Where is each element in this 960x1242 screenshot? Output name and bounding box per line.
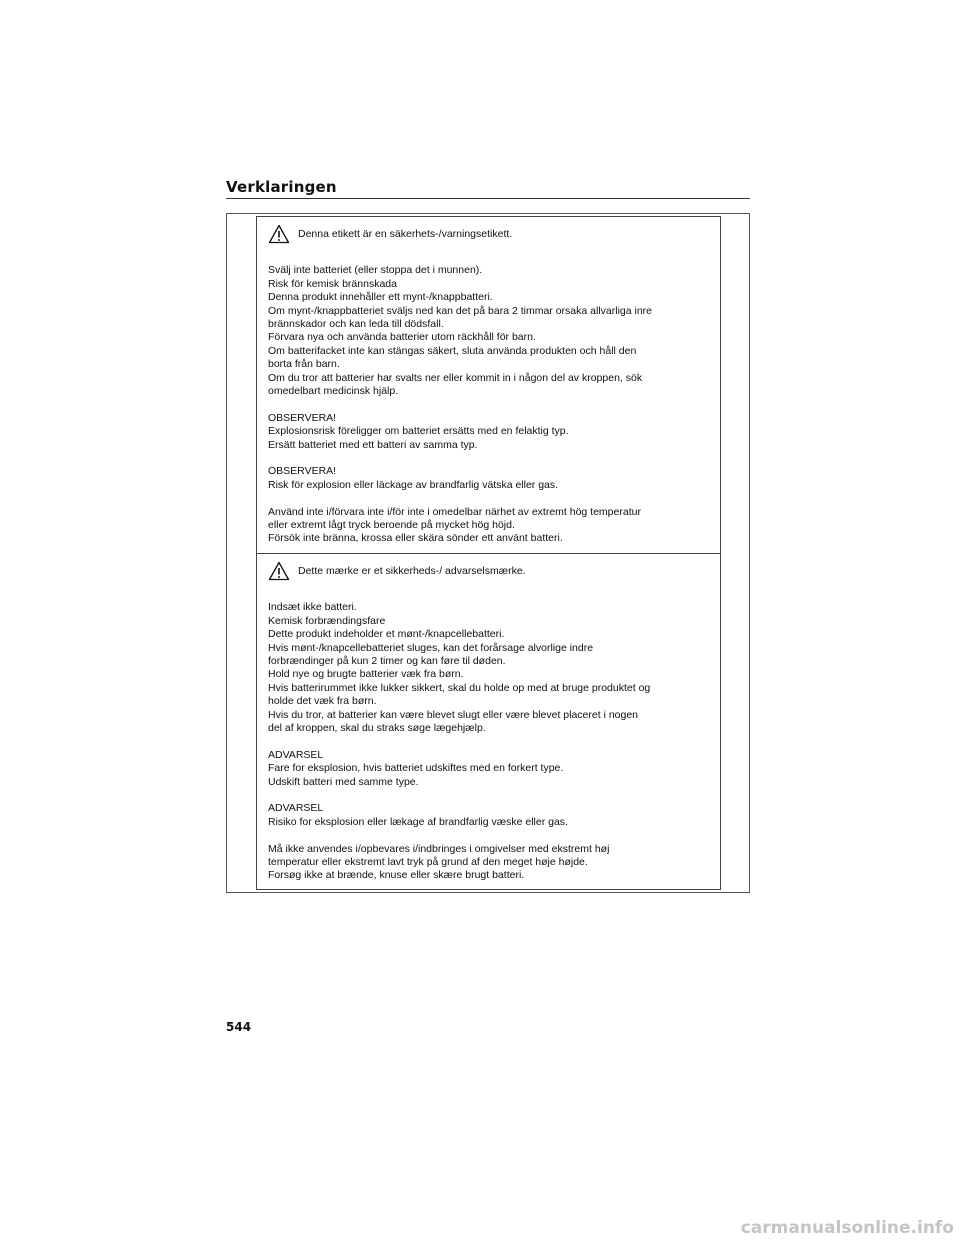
warning-header-row bbox=[268, 554, 712, 588]
label-line: Ersätt batteriet med ett batteri av samma typ. bbox=[268, 438, 478, 451]
label-line: Försök inte bränna, krossa eller skära sönder ett använt batteri. bbox=[268, 532, 563, 545]
label-line: Dette produkt indeholder et mønt-/knapcellebatteri. bbox=[268, 628, 505, 641]
watermark-text: carmanualsonline.info bbox=[740, 1218, 954, 1238]
label-line: Forsøg ikke at brænde, knuse eller skære brugt batteri. bbox=[268, 869, 525, 882]
label-panel-danish bbox=[257, 554, 720, 889]
warning-triangle-icon bbox=[268, 561, 290, 581]
label-line: Hvis mønt-/knapcellebatteriet sluges, kan det forårsage alvorlige indre bbox=[268, 641, 594, 654]
label-line: Risk för kemisk brännskada bbox=[268, 277, 397, 290]
label-line: holde det væk fra børn. bbox=[268, 695, 377, 708]
label-panel-swedish bbox=[257, 217, 720, 554]
label-line: omedelbart medicinsk hjälp. bbox=[268, 385, 399, 398]
label-line: forbrændinger på kun 2 timer og kan føre til døden. bbox=[268, 655, 506, 668]
warning-body-danish bbox=[268, 601, 712, 882]
label-line: Risk för explosion eller läckage av brandfarlig vätska eller gas. bbox=[268, 478, 559, 491]
label-line: Om du tror att batterier har svalts ner eller kommit in i någon del av kroppen, sök bbox=[268, 371, 643, 384]
label-line: Fare for eksplosion, hvis batteriet udskiftes med en forkert type. bbox=[268, 762, 564, 775]
label-line: Svälj inte batteriet (eller stoppa det i munnen). bbox=[268, 264, 483, 277]
title-divider bbox=[226, 198, 750, 199]
label-line: eller extremt lågt tryck beroende på mycket hög höjd. bbox=[268, 519, 515, 532]
label-line: Hold nye og brugte batterier væk fra børn. bbox=[268, 668, 464, 681]
warning-header-row bbox=[268, 217, 712, 251]
label-line: Om mynt-/knappbatteriet sväljs ned kan det på bara 2 timmar orsaka allvarliga inre bbox=[268, 304, 653, 317]
caution-heading: ADVARSEL bbox=[268, 748, 324, 761]
label-line: temperatur eller ekstremt lavt tryk på grund af den meget høje højde. bbox=[268, 856, 588, 869]
label-line: Denna produkt innehåller ett mynt-/knappbatteri. bbox=[268, 291, 493, 304]
label-line: Explosionsrisk föreligger om batteriet ersätts med en felaktig typ. bbox=[268, 425, 569, 438]
label-line: Må ikke anvendes i/opbevares i/indbringes i omgivelser med ekstremt høj bbox=[268, 842, 610, 855]
label-line: Om batterifacket inte kan stängas säkert, sluta använda produkten och håll den bbox=[268, 344, 637, 357]
label-line: Kemisk forbrændingsfare bbox=[268, 614, 386, 627]
warning-header-text: Denna etikett är en säkerhets-/varningsetikett. bbox=[298, 228, 513, 240]
label-line: borta från barn. bbox=[268, 358, 340, 371]
label-line: Udskift batteri med samme type. bbox=[268, 775, 419, 788]
label-line: Risiko for eksplosion eller lækage af brandfarlig væske eller gas. bbox=[268, 815, 568, 828]
label-line: Hvis batterirummet ikke lukker sikkert, skal du holde op med at bruge produktet og bbox=[268, 681, 651, 694]
label-line: Hvis du tror, at batterier kan være blevet slugt eller være blevet placeret i nogen bbox=[268, 708, 639, 721]
warning-body-swedish bbox=[268, 264, 712, 545]
battery-warning-label bbox=[256, 216, 721, 890]
label-line: brännskador och kan leda till dödsfall. bbox=[268, 318, 444, 331]
warning-triangle-icon bbox=[268, 224, 290, 244]
caution-heading: OBSERVERA! bbox=[268, 465, 337, 478]
label-line: Använd inte i/förvara inte i/för inte i omedelbar närhet av extremt hög temperatur bbox=[268, 505, 641, 518]
section-title: Verklaringen bbox=[226, 178, 337, 196]
label-line: del af kroppen, skal du straks søge lægehjælp. bbox=[268, 722, 486, 735]
warning-header-text: Dette mærke er et sikkerheds-/ advarselsmærke. bbox=[298, 565, 526, 577]
label-line: Indsæt ikke batteri. bbox=[268, 601, 357, 614]
caution-heading: OBSERVERA! bbox=[268, 411, 337, 424]
caution-heading: ADVARSEL bbox=[268, 802, 324, 815]
label-line: Förvara nya och använda batterier utom räckhåll för barn. bbox=[268, 331, 536, 344]
page-number: 544 bbox=[226, 1020, 252, 1034]
